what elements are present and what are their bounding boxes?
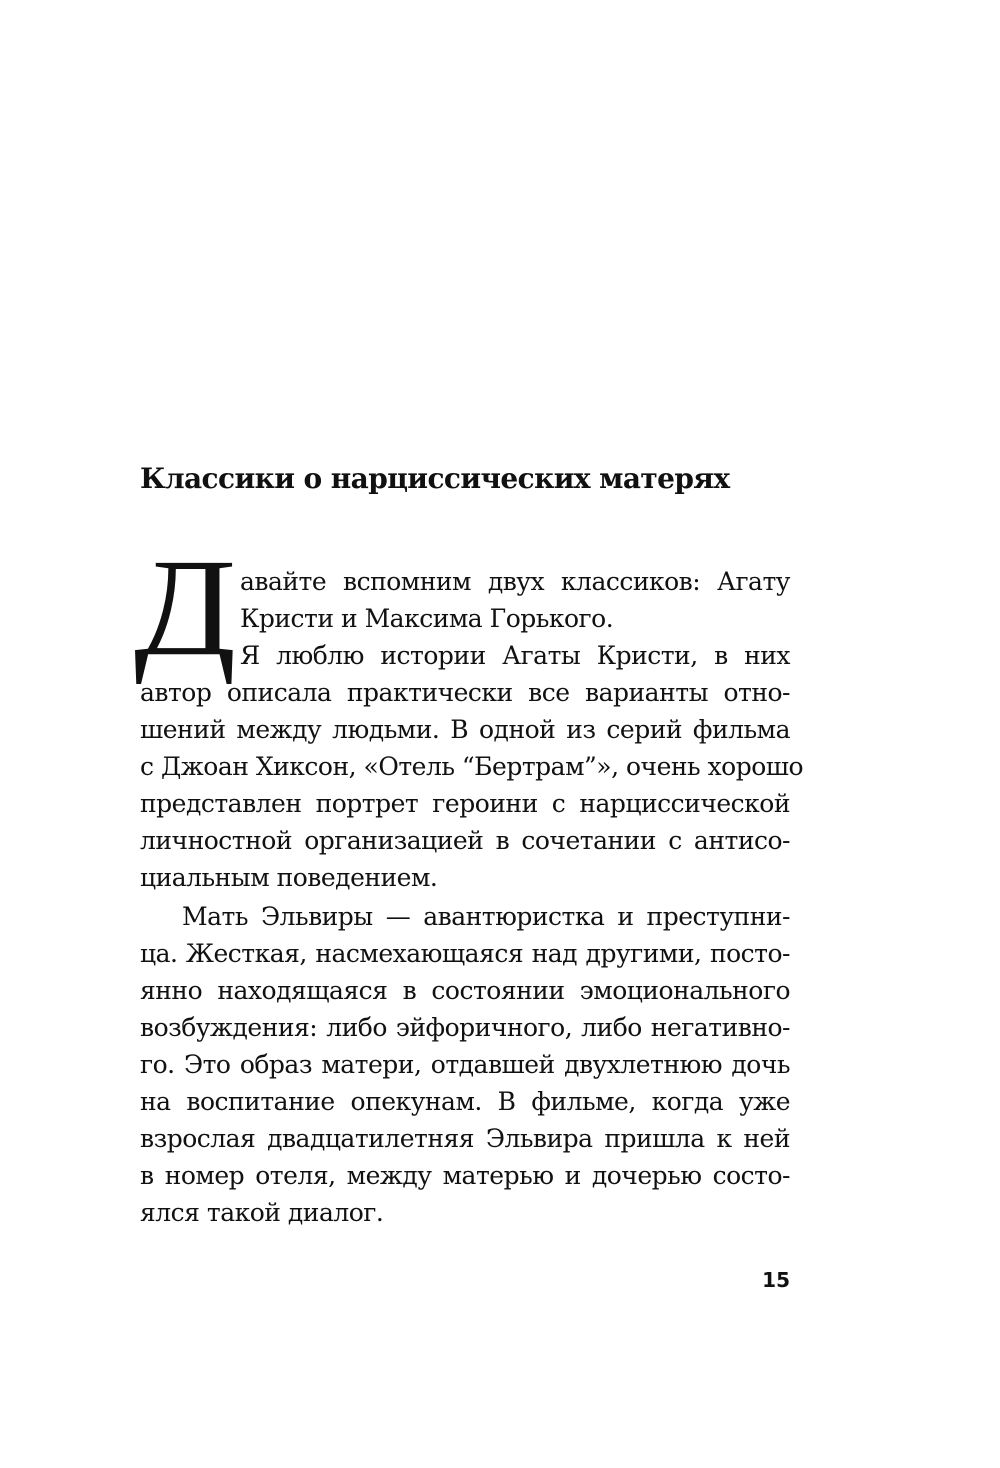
text-line: с Джоан Хиксон, «Отель “Бертрам”», очень хорошо [140, 752, 804, 781]
page-number: 15 [762, 1268, 790, 1292]
section-heading: Классики о нарциссических матерях [140, 462, 730, 495]
text-line: возбуждения: либо эйфоричного, либо негативно- [140, 1013, 790, 1042]
text-line: го. Это образ матери, отдавшей двухлетнюю дочь [140, 1050, 790, 1079]
text-line: авайте вспомним двух классиков: Агату [240, 567, 790, 596]
text-line: личностной организацией в сочетании с антисо- [140, 826, 790, 855]
text-line: ца. Жесткая, насмехающаяся над другими, посто- [140, 939, 790, 968]
text-line: автор описала практически все варианты отно- [140, 678, 790, 707]
text-line: Мать Эльвиры — авантюристка и преступни- [182, 902, 790, 931]
text-line: Кристи и Максима Горького. [240, 604, 614, 633]
text-line: циальным поведением. [140, 863, 438, 892]
text-line: Я люблю истории Агаты Кристи, в них [240, 641, 790, 670]
text-line: на воспитание опекунам. В фильме, когда уже [140, 1087, 790, 1116]
drop-cap: Д [134, 530, 237, 685]
text-line: представлен портрет героини с нарциссической [140, 789, 790, 818]
text-line: ялся такой диалог. [140, 1198, 384, 1227]
text-line: шений между людьми. В одной из серий фильма [140, 715, 790, 744]
text-line: взрослая двадцатилетняя Эльвира пришла к ней [140, 1124, 790, 1153]
text-line: в номер отеля, между матерью и дочерью состо- [140, 1161, 790, 1190]
text-line: янно находящаяся в состоянии эмоционального [140, 976, 790, 1005]
